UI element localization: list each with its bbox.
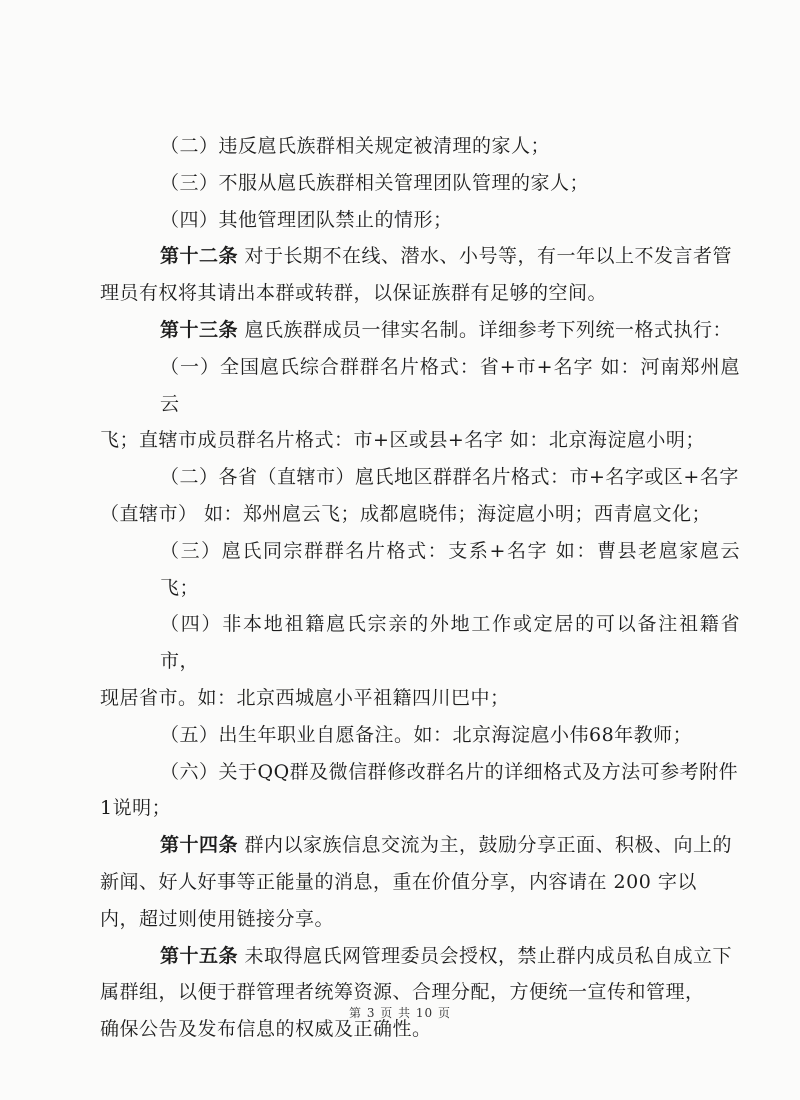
- clause-4-paragraph: [160, 202, 740, 239]
- article-14-continuation-2: [100, 901, 740, 938]
- item-4-paragraph: [160, 606, 740, 680]
- continuation-text: 飞；直辖市成员群名片格式：市+区或县+名字 如：北京海淀扈小明；: [100, 429, 705, 452]
- continuation-text: （直辖市） 如：郑州扈云飞；成都扈晓伟；海淀扈小明；西青扈文化；: [100, 502, 712, 525]
- page-number-text: 第 3 页 共 10 页: [349, 1006, 451, 1020]
- article-13-text: 扈氏族群成员一律实名制。详细参考下列统一格式执行：: [238, 318, 733, 341]
- article-15-label: 第十五条: [160, 944, 239, 967]
- clause-text: （四）其他管理团队禁止的情形；: [160, 208, 453, 231]
- page-number-footer: [0, 1004, 800, 1021]
- item-text: （一）全国扈氏综合群群名片格式：省+市+名字 如：河南郑州扈云: [160, 355, 740, 415]
- article-12-text: 对于长期不在线、潜水、小号等，有一年以上不发言者管: [238, 245, 733, 268]
- article-13-paragraph: [160, 312, 740, 349]
- clause-text: （三）不服从扈氏族群相关管理团队管理的家人；: [160, 171, 590, 194]
- item-3-paragraph: [160, 533, 740, 607]
- clause-2-paragraph: [160, 128, 740, 165]
- article-14-paragraph: [160, 827, 740, 864]
- article-12-label: 第十二条: [160, 245, 239, 268]
- item-6-paragraph: [160, 754, 740, 791]
- continuation-text: 理员有权将其请出本群或转群，以保证族群有足够的空间。: [100, 282, 608, 305]
- clause-3-paragraph: [160, 165, 740, 202]
- item-text: （六）关于QQ群及微信群修改群名片的详细格式及方法可参考附件: [160, 760, 739, 783]
- item-2-paragraph: [160, 459, 740, 496]
- article-12-continuation: [100, 275, 740, 312]
- article-14-text: 群内以家族信息交流为主，鼓励分享正面、积极、向上的: [238, 834, 733, 857]
- item-5-paragraph: [160, 717, 740, 754]
- article-12-paragraph: [160, 238, 740, 275]
- item-2-continuation: [100, 496, 740, 533]
- continuation-text: 1说明；: [100, 797, 172, 820]
- item-text: （五）出生年职业自愿备注。如：北京海淀扈小伟68年教师；: [160, 723, 693, 746]
- item-1-continuation: [100, 422, 740, 459]
- document-body: [100, 128, 740, 1048]
- continuation-text: 内，超过则使用链接分享。: [100, 907, 335, 930]
- article-13-label: 第十三条: [160, 318, 239, 341]
- item-6-continuation: [100, 790, 740, 827]
- item-text: （二）各省（直辖市）扈氏地区群群名片格式：市+名字或区+名字: [160, 466, 739, 489]
- article-14-continuation: [100, 864, 740, 901]
- item-1-paragraph: [160, 349, 740, 423]
- clause-text: （二）违反扈氏族群相关规定被清理的家人；: [160, 135, 551, 157]
- continuation-text: 新闻、好人好事等正能量的消息，重在价值分享，内容请在 200 字以: [100, 870, 697, 893]
- article-15-paragraph: [160, 938, 740, 975]
- item-text: （四）非本地祖籍扈氏宗亲的外地工作或定居的可以备注祖籍省市，: [160, 613, 740, 673]
- article-15-text: 未取得扈氏网管理委员会授权，禁止群内成员私自成立下: [238, 944, 733, 967]
- item-text: （三）扈氏同宗群群名片格式：支系+名字 如：曹县老扈家扈云飞；: [160, 539, 740, 599]
- continuation-text: 属群组，以便于群管理者统筹资源、合理分配，方便统一宣传和管理，: [100, 981, 705, 1004]
- continuation-text: 确保公告及发布信息的权威及正确性。: [100, 1018, 432, 1041]
- article-14-label: 第十四条: [160, 834, 239, 857]
- continuation-text: 现居省市。如：北京西城扈小平祖籍四川巴中；: [100, 686, 510, 709]
- item-4-continuation: [100, 680, 740, 717]
